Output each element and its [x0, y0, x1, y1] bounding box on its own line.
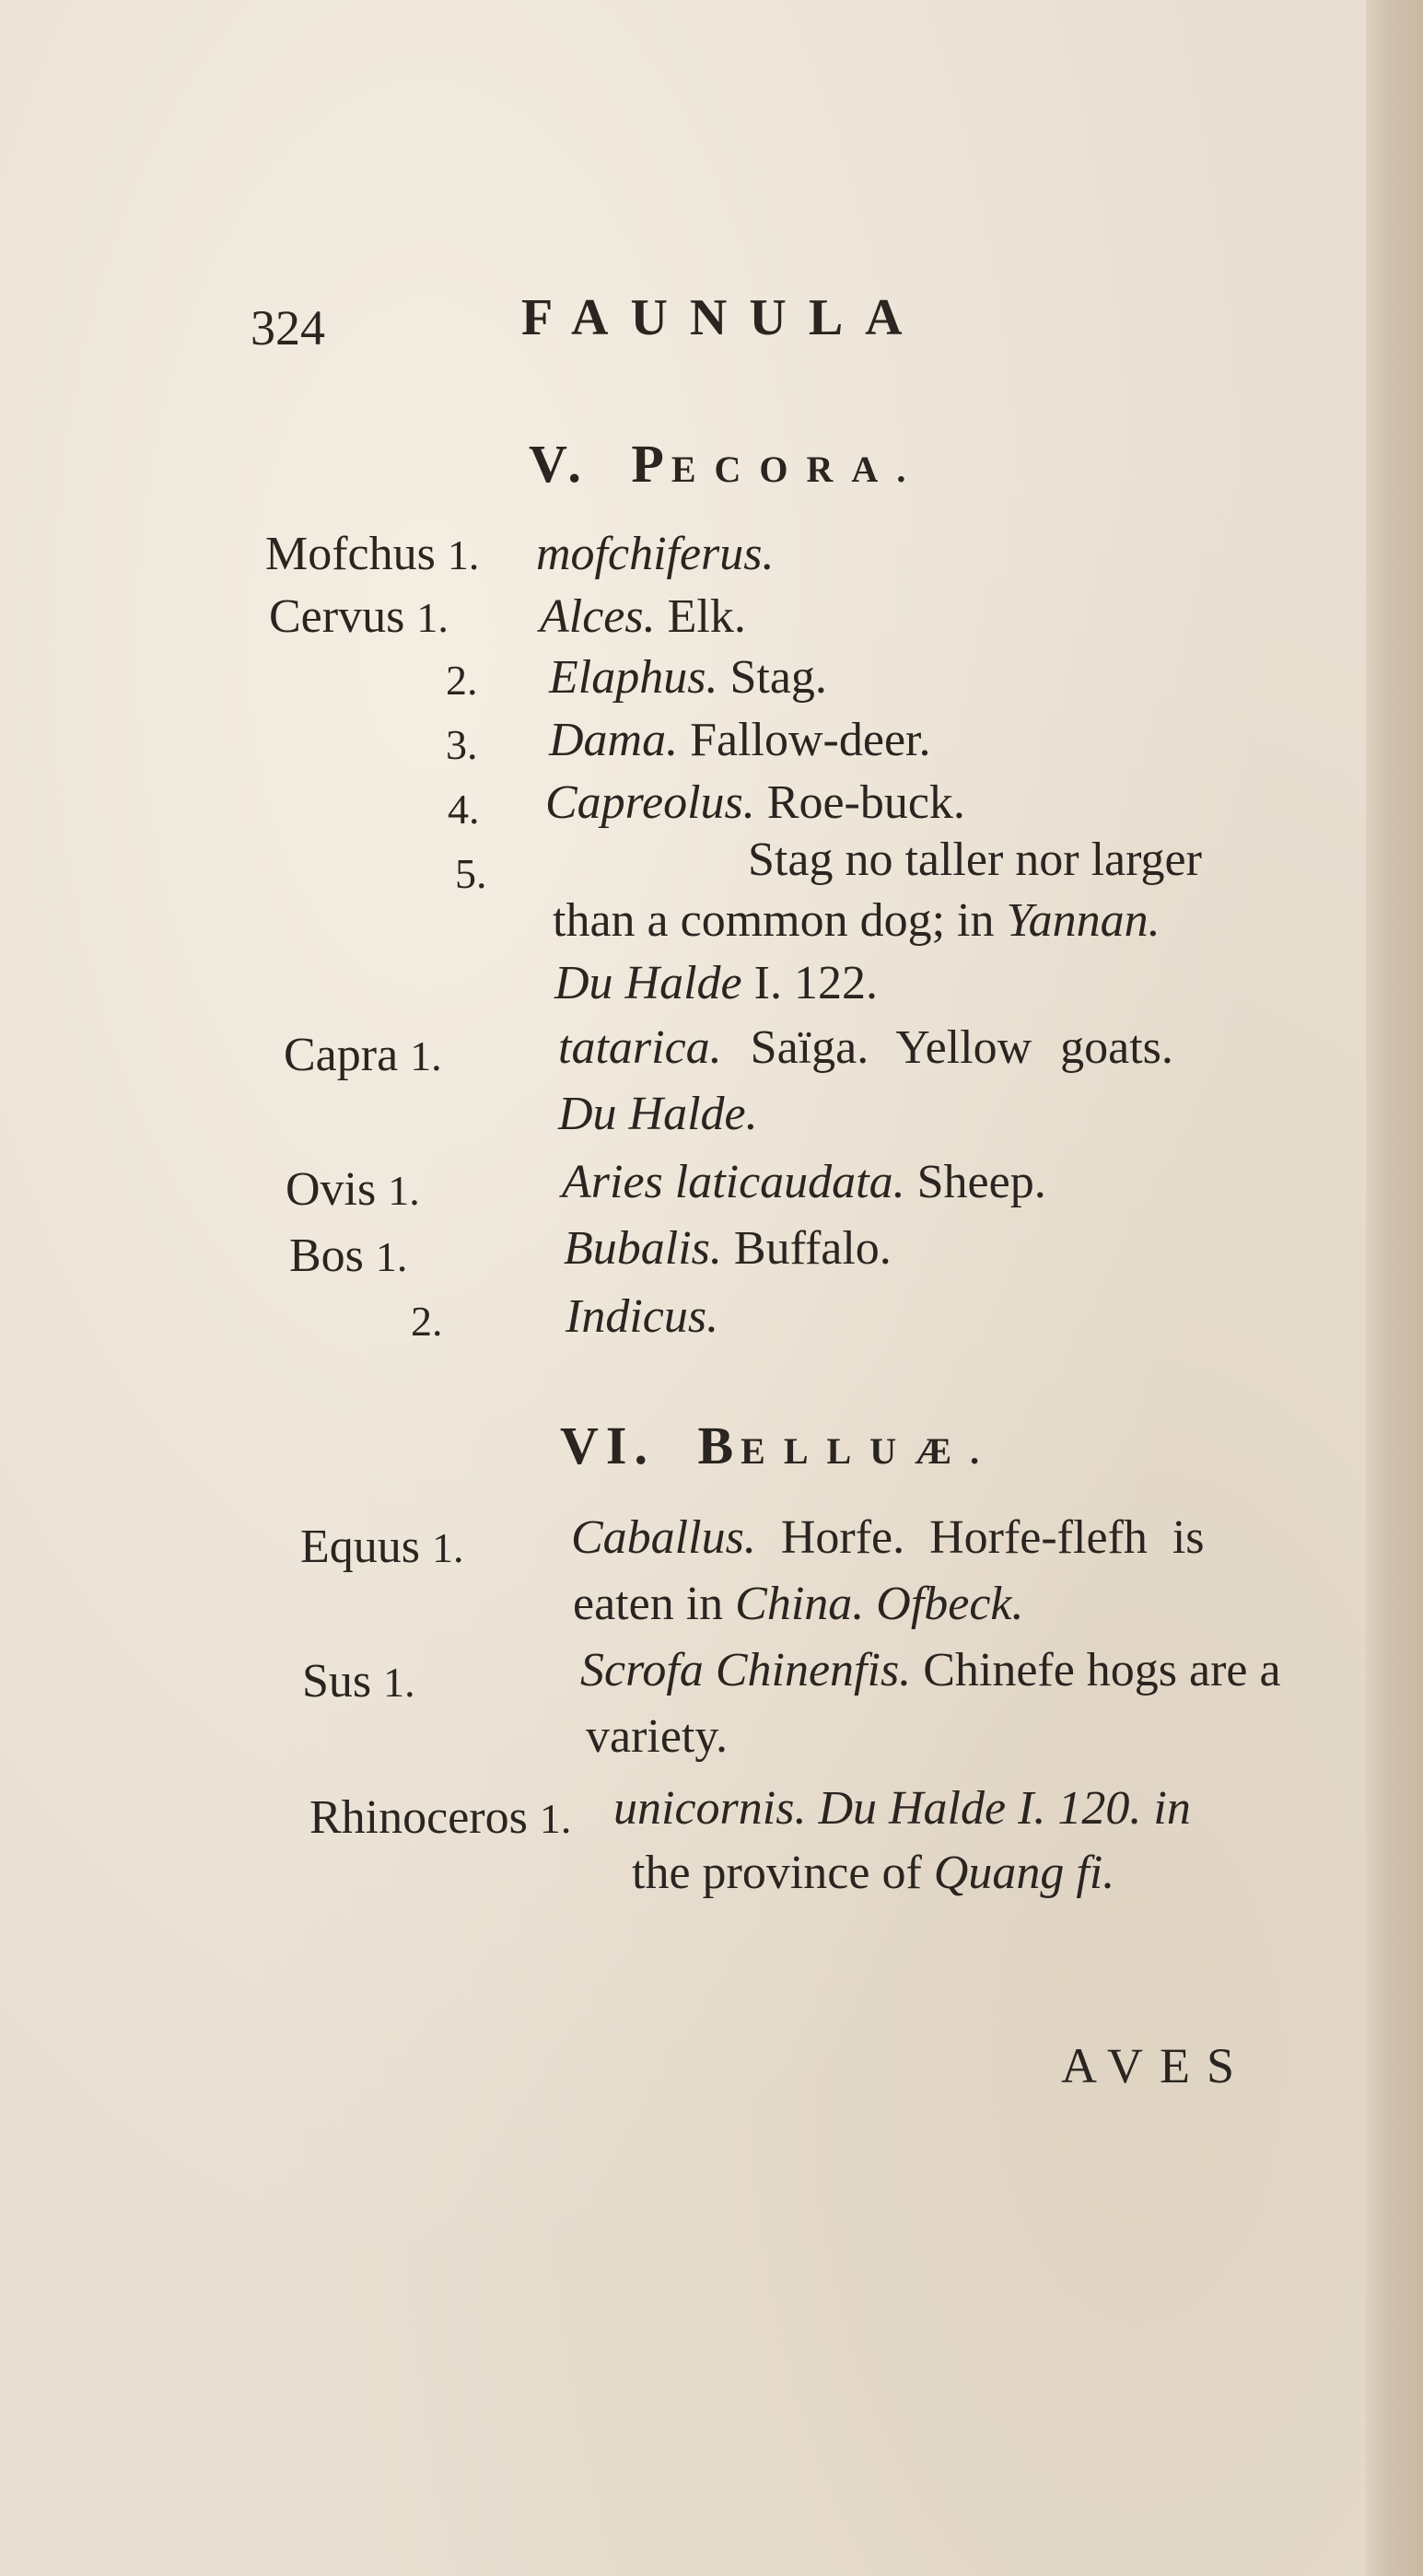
entry-text: Capreolus. Roe-buck. [545, 776, 965, 829]
entry-text: Stag no taller nor larger [748, 833, 1202, 886]
section-name-rest: ECORA. [671, 449, 925, 490]
genus-label: Bos 1. [289, 1230, 408, 1282]
entry-text-continued: eaten in China. Ofbeck. [573, 1578, 1024, 1630]
entry-text: Caballus. Horfe. Horfe-flefh is [571, 1511, 1205, 1564]
species-number: 4. [448, 786, 480, 833]
section-name-rest: ELLUÆ. [741, 1430, 998, 1472]
genus-label: Sus 1. [302, 1655, 415, 1708]
species-number: 5. [455, 850, 487, 897]
species-number: 2. [446, 657, 478, 704]
entry-text-continued: variety. [586, 1710, 728, 1763]
section-name-initial: P [631, 434, 671, 494]
section-numeral: V. [529, 434, 589, 494]
species-number: 3. [446, 721, 478, 768]
section-heading-belluae [560, 1415, 997, 1476]
entry-text: Elaphus. Stag. [549, 651, 827, 704]
catchword: AVES [1061, 2038, 1252, 2093]
entry-text: Bubalis. Buffalo. [564, 1222, 892, 1275]
entry-text: Scrofa Chinenfis. Chinefe hogs are a [580, 1644, 1281, 1696]
genus-label: Cervus 1. [269, 590, 449, 643]
entry-text: Dama. Fallow-deer. [549, 714, 931, 766]
section-name-initial: B [697, 1416, 741, 1475]
section-numeral: VI. [560, 1416, 655, 1475]
entry-text-continued: Du Halde. [558, 1088, 758, 1140]
entry-text-continued: than a common dog; in Yannan. [553, 894, 1161, 947]
entry-text-continued: Du Halde I. 122. [554, 957, 878, 1009]
genus-label: Ovis 1. [286, 1163, 420, 1216]
genus-label: Rhinoceros 1. [309, 1791, 572, 1844]
page-number: 324 [251, 300, 325, 356]
running-title: FAUNULA [521, 289, 925, 346]
entry-text: Alces. Elk. [540, 590, 746, 643]
species-number: 2. [411, 1298, 443, 1345]
entry-text: mofchiferus. [536, 528, 775, 580]
entry-text: Aries laticaudata. Sheep. [562, 1156, 1046, 1208]
genus-label: Equus 1. [300, 1521, 464, 1573]
entry-text: unicornis. Du Halde I. 120. in [613, 1782, 1191, 1835]
page-edge-shadow [1366, 0, 1423, 2576]
entry-text: Indicus. [566, 1290, 719, 1343]
section-heading-pecora [529, 433, 924, 495]
entry-text: tatarica. Saïga. Yellow goats. [558, 1021, 1173, 1074]
entry-text-continued: the province of Quang fi. [632, 1847, 1115, 1899]
genus-label: Mofchus 1. [265, 528, 480, 580]
genus-label: Capra 1. [284, 1029, 442, 1081]
